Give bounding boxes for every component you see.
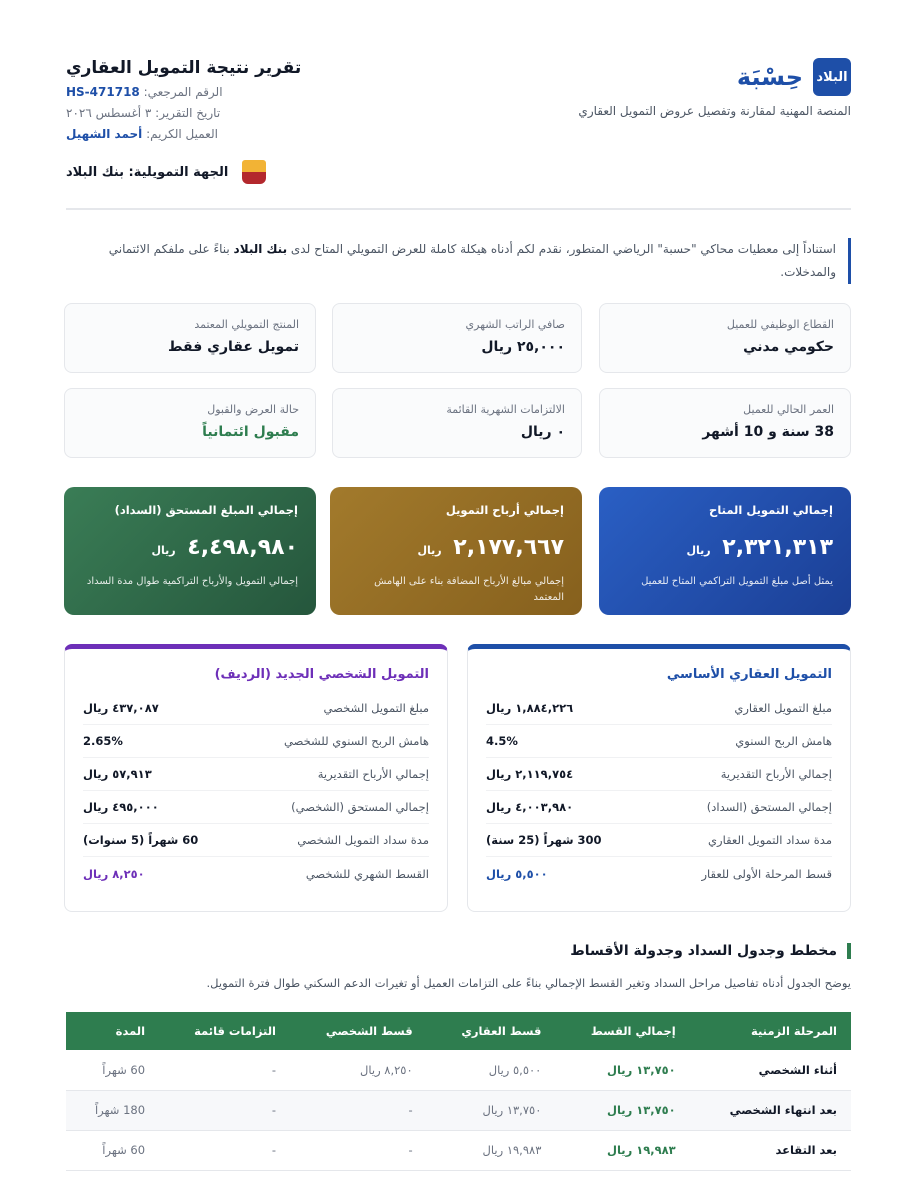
card-label: العمر الحالي للعميل xyxy=(743,403,834,416)
row-key: القسط الشهري للشخصي xyxy=(305,866,429,881)
cell-personal: - xyxy=(290,1130,427,1170)
summary-amount xyxy=(82,535,298,560)
client-value: أحمد الشهيل xyxy=(66,127,143,141)
lender-name: الجهة التمويلية: بنك البلاد xyxy=(66,164,229,180)
brand-block xyxy=(551,58,851,128)
card-value: حكومي مدني xyxy=(743,339,834,355)
summary-note: إجمالي مبالغ الأرباح المضافة بناء على الهامش المعتمد xyxy=(374,576,564,603)
card-label: المنتج التمويلي المعتمد xyxy=(194,318,299,331)
schedule-description: يوضح الجدول أدناه تفاصيل مراحل السداد وتغير القسط الإجمالي بناءً على التزامات العميل أو تغيرات الدعم السكني طوال فترة التمويل. xyxy=(206,976,851,990)
reference-value: HS-471718 xyxy=(66,85,140,99)
panel-row xyxy=(83,857,429,890)
reference-line xyxy=(66,85,396,99)
column-header: إجمالي القسط xyxy=(590,1024,676,1038)
row-key: مبلغ التمويل العقاري xyxy=(734,701,832,715)
info-card-product xyxy=(64,303,316,373)
panel-row xyxy=(486,824,832,857)
bank-logo-icon xyxy=(238,158,268,186)
summary-label: إجمالي التمويل المتاح xyxy=(709,503,833,517)
row-key: مدة سداد التمويل العقاري xyxy=(708,833,832,847)
summary-amount-value: ٢,٣٢١,٣١٣ xyxy=(722,535,833,560)
cell-total: ١٣,٧٥٠ ريال xyxy=(555,1050,689,1090)
panel-mortgage xyxy=(467,644,851,912)
panel-title: التمويل الشخصي الجديد (الرديف) xyxy=(214,667,429,682)
row-value: ٥,٥٠٠ ريال xyxy=(486,866,548,881)
lender-row xyxy=(66,158,268,186)
client-label: العميل الكريم: xyxy=(146,127,218,141)
reference-label: الرقم المرجعي: xyxy=(143,85,223,99)
cell-mortgage: ١٣,٧٥٠ ريال xyxy=(427,1090,556,1130)
card-label: صافي الراتب الشهري xyxy=(465,318,565,331)
row-value: 2.65% xyxy=(83,734,123,748)
panel-personal xyxy=(64,644,448,912)
brand-row xyxy=(551,58,851,96)
panel-row xyxy=(83,824,429,857)
row-value: ٥٧,٩١٣ ريال xyxy=(83,767,152,781)
summary-currency: ريال xyxy=(417,544,442,557)
brand-tagline: المنصة المهنية لمقارنة وتفصيل عروض التمويل العقاري xyxy=(578,104,851,118)
row-key: قسط المرحلة الأولى للعقار xyxy=(701,866,832,881)
panel-title: التمويل العقاري الأساسي xyxy=(666,667,832,682)
row-key: هامش الربح السنوي xyxy=(735,734,832,748)
cell-duration: 180 شهراً xyxy=(66,1090,159,1130)
cell-personal: ٨,٢٥٠ ريال xyxy=(290,1050,427,1090)
column-header: التزامات قائمة xyxy=(194,1024,276,1038)
row-key: مدة سداد التمويل الشخصي xyxy=(297,833,429,847)
row-key: هامش الربح السنوي للشخصي xyxy=(284,734,429,748)
summary-card-total-due xyxy=(64,487,316,615)
intro-paragraph xyxy=(66,238,851,284)
summary-amount xyxy=(617,535,833,560)
row-key: إجمالي المستحق (السداد) xyxy=(706,800,832,814)
panel-row xyxy=(486,857,832,890)
row-key: إجمالي الأرباح التقديرية xyxy=(317,767,429,781)
info-card-age xyxy=(599,388,851,458)
column-header: المرحلة الزمنية xyxy=(751,1024,837,1038)
row-value: ٤٣٧,٠٨٧ ريال xyxy=(83,701,159,715)
row-value: ١,٨٨٤,٢٢٦ ريال xyxy=(486,701,574,715)
summary-note: إجمالي التمويل والأرباح التراكمية طوال مدة السداد xyxy=(86,576,298,587)
panel-row xyxy=(83,758,429,791)
card-label: الالتزامات الشهرية القائمة xyxy=(446,403,565,416)
cell-mortgage: ١٩,٩٨٣ ريال xyxy=(427,1130,556,1170)
header-divider xyxy=(66,208,851,210)
card-value: 38 سنة و 10 أشهر xyxy=(702,424,834,440)
summary-label: إجمالي أرباح التمويل xyxy=(445,503,564,517)
cell-obligations: - xyxy=(159,1130,290,1170)
info-card-salary xyxy=(332,303,582,373)
schedule-table xyxy=(66,1012,851,1171)
schedule-title: مخطط وجدول السداد وجدولة الأقساط xyxy=(570,943,851,959)
cell-obligations: - xyxy=(159,1050,290,1090)
intro-bank-name: بنك البلاد xyxy=(233,242,288,256)
cell-personal: - xyxy=(290,1090,427,1130)
date-label: تاريخ التقرير: xyxy=(155,106,221,120)
brand-logo-icon: البلاد xyxy=(813,58,851,96)
row-key: إجمالي الأرباح التقديرية xyxy=(720,767,832,781)
column-header: قسط العقاري xyxy=(461,1024,542,1038)
panel-row xyxy=(486,725,832,758)
info-card-sector xyxy=(599,303,851,373)
row-value: 300 شهراً (25 سنة) xyxy=(486,833,602,847)
date-value: ٣ أغسطس ٢٠٢٦ xyxy=(66,106,152,120)
card-value-approved: مقبول ائتمانياً xyxy=(202,424,299,440)
cell-duration: 60 شهراً xyxy=(66,1050,159,1090)
column-header: المدة xyxy=(115,1024,146,1038)
panel-row xyxy=(83,725,429,758)
report-meta xyxy=(66,58,396,141)
summary-card-total-financing xyxy=(599,487,851,615)
summary-amount xyxy=(348,535,564,560)
summary-card-total-profit xyxy=(330,487,582,615)
panel-row xyxy=(83,692,429,725)
row-value: 4.5% xyxy=(486,734,518,748)
summary-label: إجمالي المبلغ المستحق (السداد) xyxy=(114,503,298,517)
column-header: قسط الشخصي xyxy=(325,1024,413,1038)
panel-row xyxy=(83,791,429,824)
row-value: ٤٩٥,٠٠٠ ريال xyxy=(83,800,159,814)
info-card-status xyxy=(64,388,316,458)
cell-phase: بعد انتهاء الشخصي xyxy=(690,1090,851,1130)
row-value: ٢,١١٩,٧٥٤ ريال xyxy=(486,767,574,781)
card-label: القطاع الوظيفي للعميل xyxy=(726,318,834,331)
panel-row xyxy=(486,692,832,725)
card-value: ٢٥,٠٠٠ ريال xyxy=(481,339,565,355)
summary-amount-value: ٢,١٧٧,٦٦٧ xyxy=(453,535,564,560)
report-title: تقرير نتيجة التمويل العقاري xyxy=(66,58,302,78)
row-key: إجمالي المستحق (الشخصي) xyxy=(291,800,429,814)
card-label: حالة العرض والقبول xyxy=(207,403,299,416)
cell-obligations: - xyxy=(159,1090,290,1130)
table-row xyxy=(66,1090,851,1130)
summary-currency: ريال xyxy=(151,544,176,557)
cell-total: ١٩,٩٨٣ ريال xyxy=(555,1130,689,1170)
card-value: ٠ ريال xyxy=(520,424,565,440)
table-row xyxy=(66,1050,851,1090)
card-value: تمويل عقاري فقط xyxy=(168,339,299,355)
panel-row xyxy=(486,791,832,824)
info-card-obligations xyxy=(332,388,582,458)
row-value: ٤,٠٠٣,٩٨٠ ريال xyxy=(486,800,574,814)
date-line xyxy=(66,106,396,120)
summary-note: يمثل أصل مبلغ التمويل التراكمي المتاح للعميل xyxy=(641,576,833,587)
summary-currency: ريال xyxy=(686,544,711,557)
table-header-row xyxy=(66,1012,851,1050)
cell-phase: بعد التقاعد xyxy=(690,1130,851,1170)
brand-name: حِسْبَة xyxy=(736,63,803,91)
row-key: مبلغ التمويل الشخصي xyxy=(323,701,429,715)
cell-mortgage: ٥,٥٠٠ ريال xyxy=(427,1050,556,1090)
client-line xyxy=(66,127,396,141)
table-row xyxy=(66,1130,851,1170)
row-value: 60 شهراً (5 سنوات) xyxy=(83,833,199,847)
cell-phase: أثناء الشخصي xyxy=(690,1050,851,1090)
cell-total: ١٣,٧٥٠ ريال xyxy=(555,1090,689,1130)
cell-duration: 60 شهراً xyxy=(66,1130,159,1170)
row-value: ٨,٢٥٠ ريال xyxy=(83,866,145,881)
panel-row xyxy=(486,758,832,791)
intro-text-after: بناءً على ملفكم الائتماني والمدخلات. xyxy=(108,242,836,279)
intro-text-before: استناداً إلى معطيات محاكي "حسبة" الرياضي المتطور، نقدم لكم أدناه هيكلة كاملة للعرض التمويلي المتاح لدى xyxy=(287,242,836,256)
summary-amount-value: ٤,٤٩٨,٩٨٠ xyxy=(187,535,298,560)
